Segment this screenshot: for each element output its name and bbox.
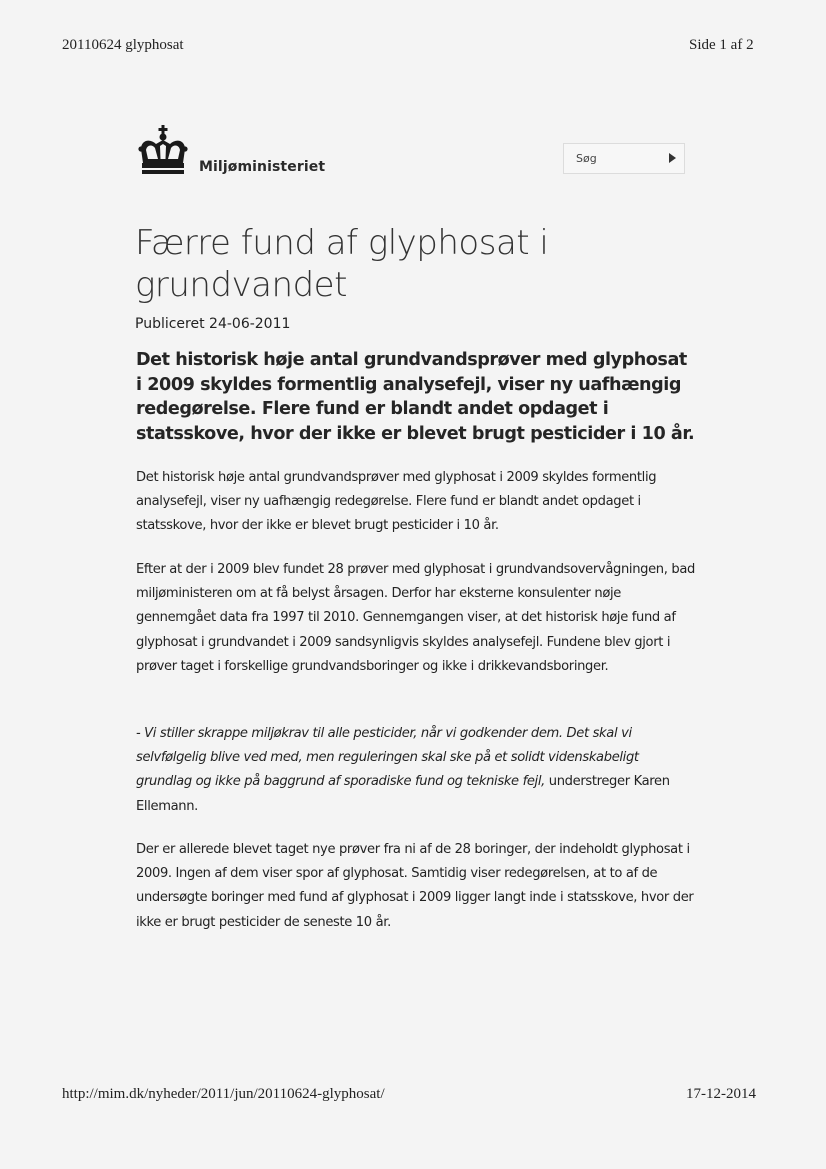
print-footer-url: http://mim.dk/nyheder/2011/jun/20110624-glyphosat/ xyxy=(62,1086,385,1102)
search-input[interactable] xyxy=(570,149,662,168)
play-arrow-icon[interactable] xyxy=(669,153,676,163)
published-date: Publiceret 24-06-2011 xyxy=(135,316,291,332)
logo-text: Miljøministeriet xyxy=(199,159,326,175)
article-quote xyxy=(136,722,696,819)
print-page-number: Side 1 af 2 xyxy=(689,37,754,53)
quote-text: - Vi stiller skrappe miljøkrav til alle pesticider, når vi godkender dem. Det skal vi selvfølgelig blive ved med, men reguleringen skal ske på et solidt videnskabeligt grundlag og ikke på baggrund af sporadiske fund og tekniske fejl, xyxy=(136,726,639,790)
article-paragraph-2: Efter at der i 2009 blev fundet 28 prøver med glyphosat i grundvandsovervågningen, bad miljøministeren om at få belyst årsagen. Derfor har eksterne konsulenter nøje gennemgået data fra 1997 til 2010. Gennemgangen viser, at det historisk høje fund af glyphosat i grundvandet i 2009 sandsynligvis skyldes analysefejl. Fundene blev gjort i prøver taget i forskellige grundvandsboringer og ikke i drikkevandsboringer. xyxy=(136,562,695,674)
article-paragraph-4: Der er allerede blevet taget nye prøver fra ni af de 28 boringer, der indeholdt glyphosat i 2009. Ingen af dem viser spor af glyphosat. Samtidig viser redegørelsen, at to af de undersøgte boringer med fund af glyphosat i 2009 ligger langt inde i statsskove, hvor der ikke er brugt pesticider de seneste 10 år. xyxy=(136,842,694,930)
print-footer-date: 17-12-2014 xyxy=(686,1086,756,1102)
article-lead: Det historisk høje antal grundvandsprøver med glyphosat i 2009 skyldes formentlig analysefejl, viser ny uafhængig redegørelse. Flere fund er blandt andet opdaget i statsskove, hvor der ikke er blevet brugt pesticider i 10 år. xyxy=(136,350,695,444)
search-box xyxy=(563,143,685,174)
site-logo[interactable] xyxy=(136,125,325,177)
article-paragraph-1: Det historisk høje antal grundvandsprøver med glyphosat i 2009 skyldes formentlig analysefejl, viser ny uafhængig redegørelse. Flere fund er blandt andet opdaget i statsskove, hvor der ikke er blevet brugt pesticider i 10 år. xyxy=(136,470,657,534)
crown-icon xyxy=(136,125,190,177)
quote-attribution: understreger Karen Ellemann. xyxy=(136,774,670,814)
page-title: Færre fund af glyphosat i grundvandet xyxy=(135,223,549,305)
print-header-title: 20110624 glyphosat xyxy=(62,37,184,53)
